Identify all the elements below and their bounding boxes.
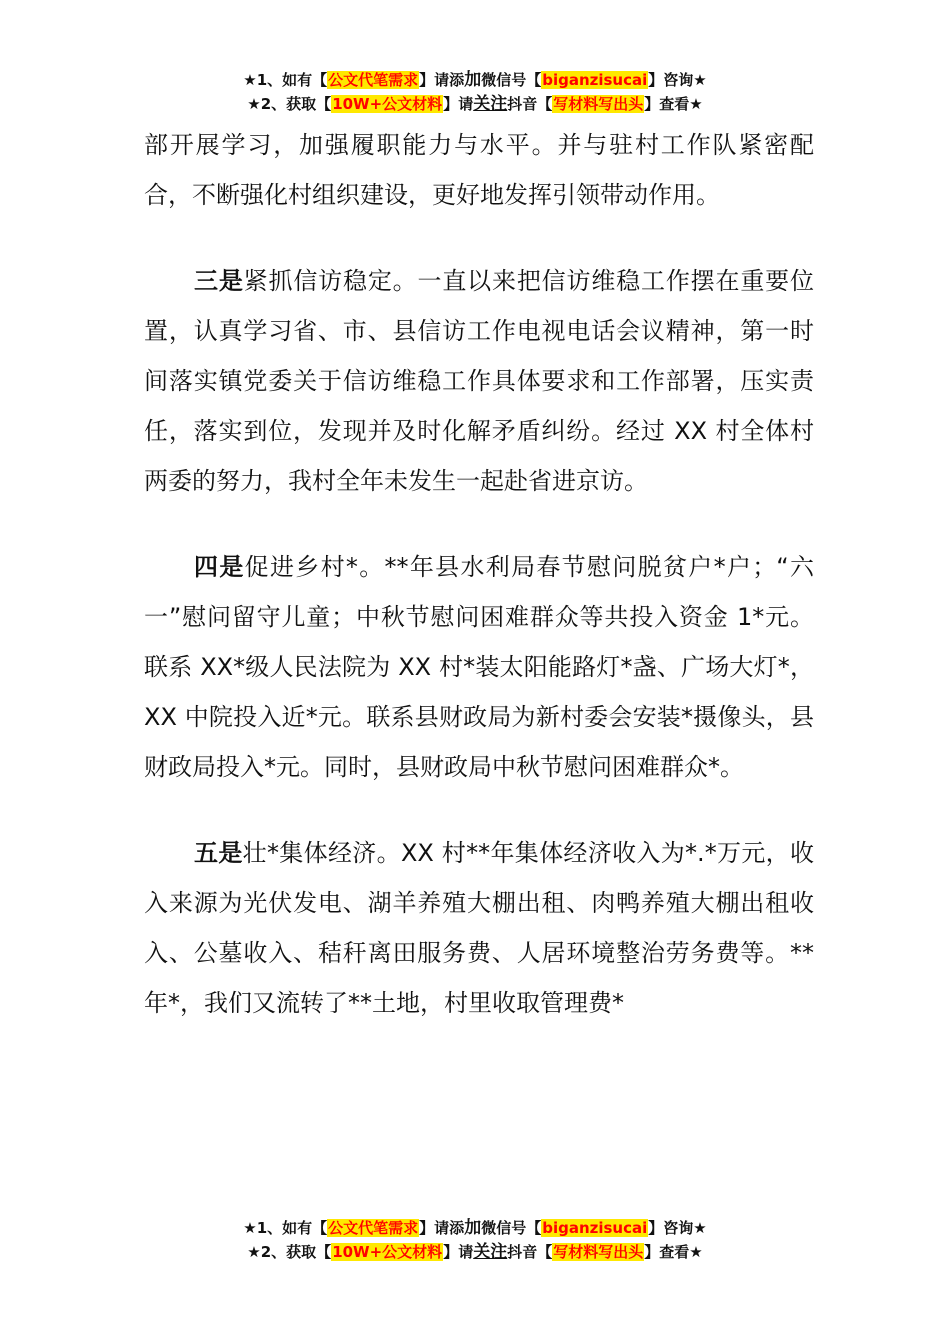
wechat-id: biganzisucai: [542, 71, 648, 89]
paragraph-four: 四是促进乡村*。**年县水利局春节慰问脱贫户*户；“六一”慰问留守儿童；中秋节慰问困难群众等共投入资金 1*元。联系 XX*级人民法院为 XX 村*装太阳能路灯*盏、广场大灯*，XX 中院投入近*元。联系县财政局为新村委会安装*摄像头，县财政局投入*元。同时，县财政局中秋节慰问困难群众*。: [144, 553, 815, 781]
paragraph-three: 三是紧抓信访稳定。一直以来把信访维稳工作摆在重要位置，认真学习省、市、县信访工作电视电话会议精神，第一时间落实镇党委关于信访维稳工作具体要求和工作部署，压实责任，落实到位，发现并及时化解矛盾纠纷。经过 XX 村全体村两委的努力，我村全年未发生一起赴省进京访。: [144, 267, 815, 495]
paragraph-lead: 三是: [194, 267, 244, 295]
banner-line-1: ★1、如有【公文代笔需求】请添加微信号【biganzisucai】咨询★: [243, 1218, 707, 1238]
banner-highlight: 公文代笔需求: [328, 1219, 419, 1237]
banner-line-2: ★2、获取【10W+公文材料】请关注抖音【写材料写出头】查看★: [247, 94, 703, 114]
banner-line-2: ★2、获取【10W+公文材料】请关注抖音【写材料写出头】查看★: [247, 1242, 703, 1262]
banner-highlight: 公文代笔需求: [328, 71, 419, 89]
wechat-id: biganzisucai: [542, 1219, 648, 1237]
paragraph-lead: 四是: [194, 553, 245, 581]
footer-banner: [0, 1216, 950, 1264]
banner-line-1: ★1、如有【公文代笔需求】请添加微信号【biganzisucai】咨询★: [243, 70, 707, 90]
paragraph-five: 五是壮*集体经济。XX 村**年集体经济收入为*.*万元，收入来源为光伏发电、湖羊养殖大棚出租、肉鸭养殖大棚出租收入、公墓收入、秸秆离田服务费、人居环境整治劳务费等。**年*，我们又流转了**土地，村里收取管理费*: [144, 839, 814, 1017]
document-body: [144, 120, 814, 1064]
douyin-account: 写材料写出头: [553, 1243, 644, 1261]
banner-highlight: 10W+公文材料: [332, 1243, 443, 1261]
douyin-account: 写材料写出头: [553, 95, 644, 113]
paragraph-continuation: 部开展学习，加强履职能力与水平。并与驻村工作队紧密配合，不断强化村组织建设，更好地发挥引领带动作用。: [144, 131, 814, 209]
banner-highlight: 10W+公文材料: [332, 95, 443, 113]
paragraph-lead: 五是: [194, 839, 243, 867]
header-banner: [0, 68, 950, 116]
